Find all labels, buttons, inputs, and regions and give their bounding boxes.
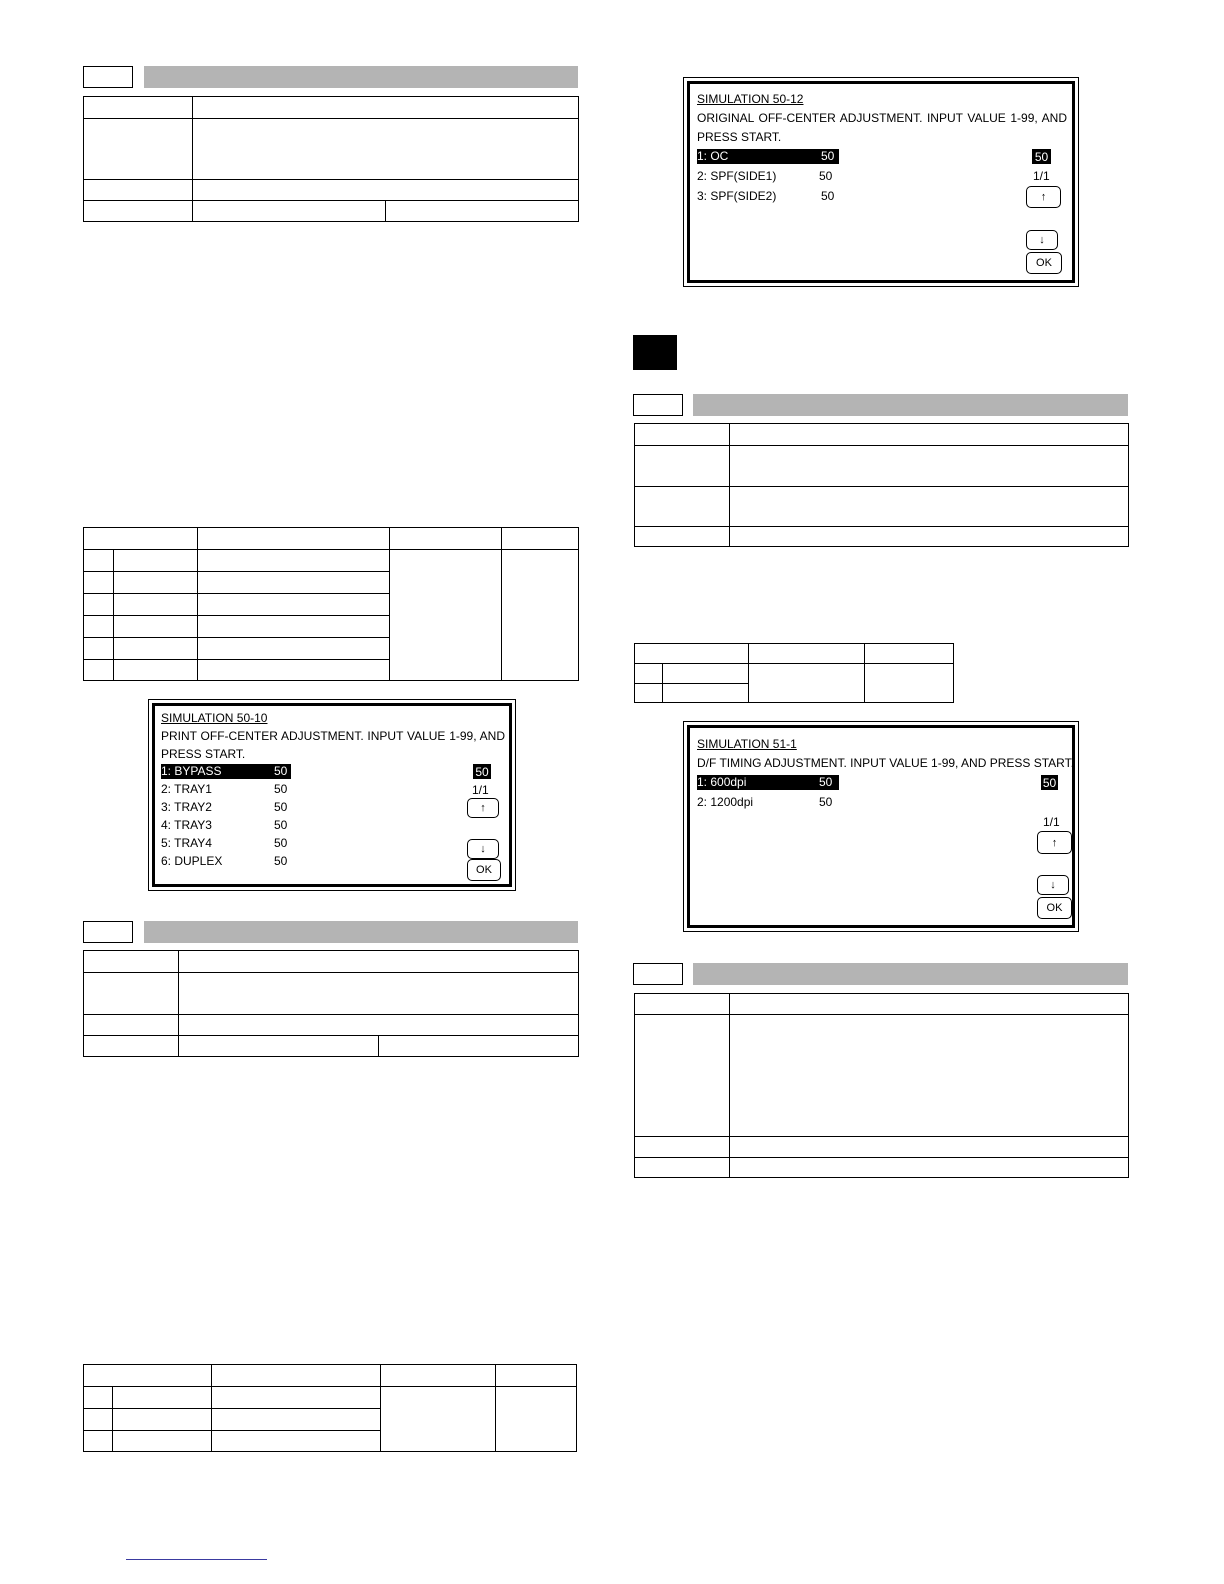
screen-instruction-line1: D/F TIMING ADJUSTMENT. INPUT VALUE 1-99, AND PRESS START. [697, 756, 1074, 770]
table-cell [84, 572, 114, 594]
info-cell [379, 1036, 579, 1057]
list-item-selected[interactable] [697, 775, 839, 790]
info-cell [730, 446, 1129, 487]
info-cell [193, 119, 579, 180]
item-label: 2: TRAY1 [161, 782, 212, 796]
info-cell [730, 487, 1129, 527]
table-cell [198, 550, 390, 572]
info-cell [730, 1158, 1129, 1178]
table-cell [381, 1387, 496, 1452]
info-cell [84, 180, 193, 201]
adjustment-table-2 [83, 1364, 577, 1452]
item-value: 50 [274, 854, 288, 868]
info-table-4 [634, 993, 1129, 1178]
info-cell [635, 994, 730, 1015]
info-cell [730, 1015, 1129, 1137]
list-item[interactable] [697, 795, 839, 809]
table-header-cell [212, 1365, 381, 1387]
screen-instruction-line1: ORIGINAL OFF-CENTER ADJUSTMENT. INPUT VALUE 1-99, AND [697, 111, 1067, 125]
screen-title: SIMULATION 51-1 [697, 737, 797, 751]
screen-title: SIMULATION 50-12 [697, 92, 804, 106]
table-cell [663, 684, 749, 703]
table-cell [84, 594, 114, 616]
list-item[interactable] [697, 189, 839, 203]
scroll-down-button[interactable] [1026, 230, 1058, 250]
page-indicator: 1/1 [1033, 169, 1050, 183]
list-item[interactable] [161, 818, 291, 832]
info-cell [84, 1036, 179, 1057]
section-title-bar [144, 921, 578, 943]
info-cell [635, 446, 730, 487]
list-item[interactable] [161, 854, 291, 868]
section-number-box [633, 963, 683, 985]
info-table-2 [83, 950, 579, 1057]
table-cell [114, 616, 198, 638]
item-label: 6: DUPLEX [161, 854, 223, 868]
page-indicator: 1/1 [1043, 815, 1060, 829]
current-value-display: 50 [473, 764, 491, 779]
item-value: 50 [274, 836, 288, 850]
info-cell [84, 97, 193, 119]
table-cell [84, 1431, 113, 1452]
table-cell [198, 572, 390, 594]
screen-title: SIMULATION 50-10 [161, 711, 268, 725]
table-cell [114, 594, 198, 616]
info-cell [84, 973, 179, 1015]
item-value: 50 [274, 800, 288, 814]
list-item[interactable] [161, 782, 291, 796]
table-cell [198, 616, 390, 638]
info-cell [730, 424, 1129, 446]
screen-instruction-line2: PRESS START. [697, 130, 782, 144]
adjustment-table-3 [634, 643, 954, 703]
info-cell [84, 1015, 179, 1036]
list-item[interactable] [161, 800, 291, 814]
arrow-up-icon: ↑ [480, 802, 486, 814]
arrow-up-icon: ↑ [1051, 836, 1058, 849]
info-cell [635, 1137, 730, 1158]
table-cell [84, 1409, 113, 1431]
table-cell [113, 1431, 212, 1452]
current-value-display: 50 [1032, 149, 1051, 164]
sim-51-1-screen [683, 721, 1079, 932]
table-cell [390, 550, 502, 681]
item-value: 50 [819, 795, 833, 809]
table-cell [496, 1387, 577, 1452]
item-label: 3: TRAY2 [161, 800, 212, 814]
scroll-up-button[interactable] [1026, 186, 1061, 208]
arrow-down-icon: ↓ [1039, 234, 1045, 246]
table-header-cell [865, 644, 954, 664]
table-cell [84, 1387, 113, 1409]
info-cell [635, 1158, 730, 1178]
current-value-display: 50 [1042, 776, 1057, 790]
info-cell [635, 424, 730, 446]
table-header-cell [84, 528, 198, 550]
table-cell [865, 664, 954, 703]
list-item-selected[interactable] [697, 149, 839, 164]
info-cell [179, 951, 579, 973]
footer-link-underline[interactable] [126, 1559, 267, 1560]
item-value: 50 [274, 818, 288, 832]
section-title-bar [693, 963, 1128, 985]
table-cell [502, 550, 579, 681]
table-cell [114, 638, 198, 660]
info-cell [84, 951, 179, 973]
item-label: 1: OC [697, 149, 729, 163]
item-value: 50 [821, 149, 835, 163]
item-label: 4: TRAY3 [161, 818, 212, 832]
info-cell [635, 1015, 730, 1137]
page-indicator: 1/1 [472, 783, 489, 797]
table-cell [113, 1387, 212, 1409]
item-value: 50 [821, 189, 835, 203]
list-item-selected[interactable] [161, 764, 291, 779]
table-cell [113, 1409, 212, 1431]
item-label: 2: SPF(SIDE1) [697, 169, 777, 183]
table-header-cell [198, 528, 390, 550]
section-number-box [83, 66, 133, 88]
table-cell [198, 638, 390, 660]
table-header-cell [749, 644, 865, 664]
adjustment-table-1 [83, 527, 579, 681]
table-header-cell [84, 1365, 212, 1387]
table-cell [114, 572, 198, 594]
table-cell [198, 594, 390, 616]
table-header-cell [635, 644, 749, 664]
table-cell [635, 684, 663, 703]
table-cell [198, 660, 390, 681]
table-cell [212, 1431, 381, 1452]
sim-50-12-screen [683, 77, 1079, 287]
table-cell [114, 550, 198, 572]
item-value: 50 [274, 764, 288, 778]
section-number-box [83, 921, 133, 943]
info-cell [730, 527, 1129, 547]
table-header-cell [381, 1365, 496, 1387]
table-cell [749, 664, 865, 703]
screen-instruction-line2: PRESS START. [161, 747, 246, 761]
ok-button[interactable]: OK [1026, 252, 1062, 274]
table-cell [84, 660, 114, 681]
info-cell [193, 180, 579, 201]
info-cell [386, 201, 579, 222]
section-title-bar [693, 394, 1128, 416]
info-table-1 [83, 96, 579, 222]
sim-50-10-screen [148, 699, 516, 891]
ok-button[interactable]: OK [467, 859, 501, 881]
info-cell [179, 1036, 379, 1057]
item-value: 50 [819, 775, 833, 789]
section-header-3 [633, 394, 1128, 416]
scroll-up-button[interactable] [467, 798, 499, 818]
item-label: 1: 600dpi [697, 775, 747, 789]
item-label: 2: 1200dpi [697, 795, 754, 809]
info-cell [730, 1137, 1129, 1158]
info-cell [635, 527, 730, 547]
table-cell [635, 664, 663, 684]
scroll-down-button[interactable] [1037, 875, 1069, 895]
info-cell [179, 973, 579, 1015]
section-header-2 [83, 921, 578, 943]
scroll-down-button[interactable] [467, 839, 499, 859]
list-item[interactable] [697, 169, 839, 183]
arrow-down-icon: ↓ [480, 843, 486, 855]
arrow-down-icon: ↓ [1050, 879, 1056, 891]
table-header-cell [502, 528, 579, 550]
table-cell [84, 616, 114, 638]
info-cell [730, 994, 1129, 1015]
table-cell [84, 638, 114, 660]
section-number-box [633, 394, 683, 416]
info-cell [193, 201, 386, 222]
table-cell [84, 550, 114, 572]
table-header-cell [390, 528, 502, 550]
ok-button[interactable]: OK [1037, 897, 1072, 919]
info-cell [84, 201, 193, 222]
section-header-1 [83, 66, 578, 88]
item-label: 5: TRAY4 [161, 836, 212, 850]
info-cell [179, 1015, 579, 1036]
item-value: 50 [819, 169, 833, 183]
chapter-number-block [633, 335, 677, 370]
info-cell [635, 487, 730, 527]
list-item[interactable] [161, 836, 291, 850]
section-header-4 [633, 963, 1128, 985]
table-cell [663, 664, 749, 684]
info-cell [84, 119, 193, 180]
item-value: 50 [274, 782, 288, 796]
table-cell [212, 1387, 381, 1409]
screen-instruction-line1: PRINT OFF-CENTER ADJUSTMENT. INPUT VALUE 1-99, AND [161, 729, 505, 743]
info-cell [193, 97, 579, 119]
scroll-up-button[interactable] [1037, 831, 1072, 854]
table-cell [212, 1409, 381, 1431]
info-table-3 [634, 423, 1129, 547]
arrow-up-icon: ↑ [1040, 191, 1047, 203]
table-header-cell [496, 1365, 577, 1387]
section-title-bar [144, 66, 578, 88]
item-label: 3: SPF(SIDE2) [697, 189, 777, 203]
table-cell [114, 660, 198, 681]
item-label: 1: BYPASS [161, 764, 222, 778]
